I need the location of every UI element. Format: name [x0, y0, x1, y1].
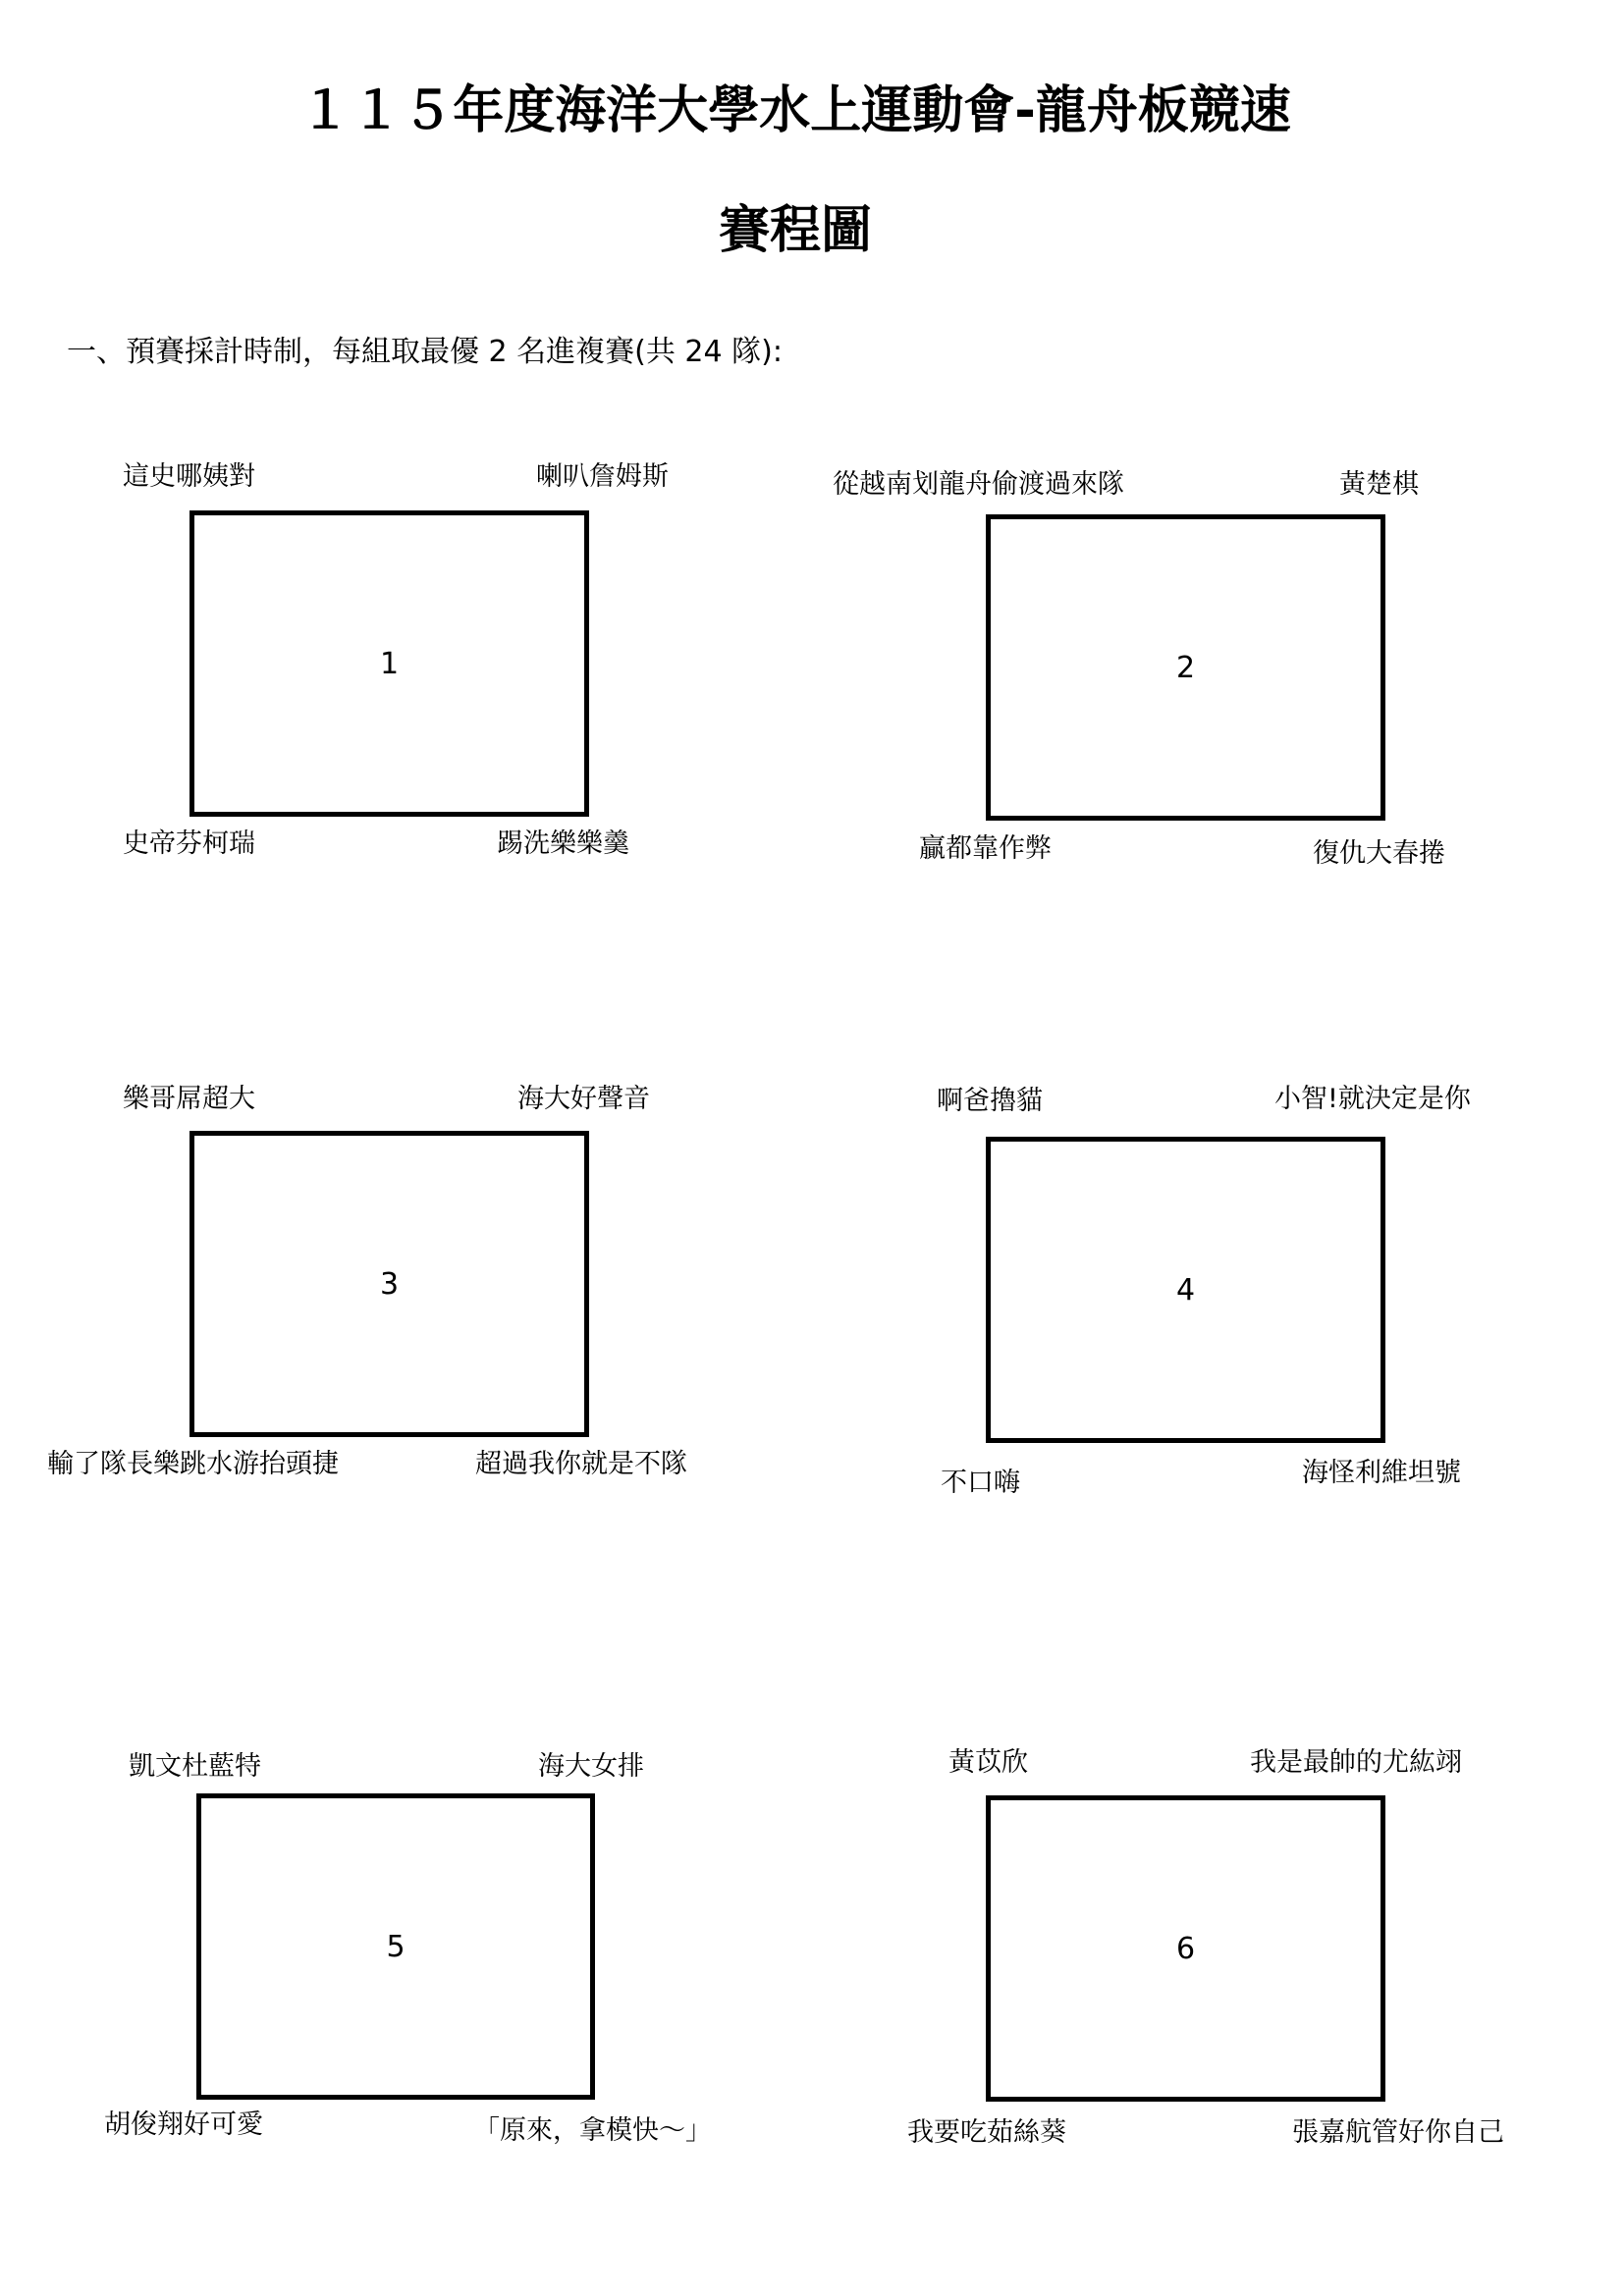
team-label: 海怪利維坦號	[1302, 1458, 1461, 1488]
group-number: 5	[386, 1929, 406, 1964]
page-title: １１５年度海洋大學水上運動會-龍舟板競速	[299, 81, 1291, 140]
team-label: 超過我你就是不隊	[475, 1449, 687, 1479]
group-box-5	[196, 1793, 595, 2100]
team-label: 凱文杜藍特	[129, 1751, 261, 1782]
group-box-4	[986, 1137, 1385, 1443]
team-label: 從越南划龍舟偷渡過來隊	[833, 469, 1124, 500]
team-label: 張嘉航管好你自己	[1292, 2117, 1504, 2148]
team-label: 啊爸擼貓	[937, 1086, 1043, 1116]
team-label: 史帝芬柯瑞	[123, 828, 255, 859]
group-box-1	[189, 510, 589, 817]
team-label: 輸了隊長樂跳水游抬頭捷	[47, 1449, 339, 1479]
group-number: 4	[1175, 1272, 1196, 1308]
section-intro: 一、預賽採計時制，每組取最優 2 名進複賽(共 24 隊):	[67, 335, 783, 369]
team-label: 胡俊翔好可愛	[104, 2109, 263, 2140]
group-number: 6	[1175, 1931, 1196, 1966]
team-label: 「原來，拿模快～」	[473, 2115, 712, 2146]
page-subtitle: 賽程圖	[718, 201, 872, 260]
team-label: 黃楚棋	[1339, 469, 1419, 500]
team-label: 樂哥屌超大	[123, 1084, 255, 1114]
team-label: 踢洗樂樂羹	[497, 828, 629, 859]
team-label: 海大女排	[538, 1751, 644, 1782]
team-label: 這史哪姨對	[123, 461, 255, 492]
group-box-6	[986, 1795, 1385, 2102]
team-label: 贏都靠作弊	[919, 833, 1052, 864]
team-label: 喇叭詹姆斯	[536, 461, 669, 492]
team-label: 黃苡欣	[948, 1747, 1028, 1778]
group-number: 1	[379, 646, 400, 681]
team-label: 我要吃茹絲葵	[907, 2117, 1066, 2148]
team-label: 小智!就決定是你	[1274, 1084, 1471, 1114]
group-box-2	[986, 514, 1385, 821]
group-box-3	[189, 1131, 589, 1437]
team-label: 不口嗨	[941, 1468, 1020, 1498]
team-label: 我是最帥的尤紘翊	[1250, 1747, 1462, 1778]
team-label: 復仇大春捲	[1313, 838, 1445, 869]
team-label: 海大好聲音	[517, 1084, 650, 1114]
group-number: 2	[1175, 650, 1196, 685]
group-number: 3	[379, 1266, 400, 1302]
